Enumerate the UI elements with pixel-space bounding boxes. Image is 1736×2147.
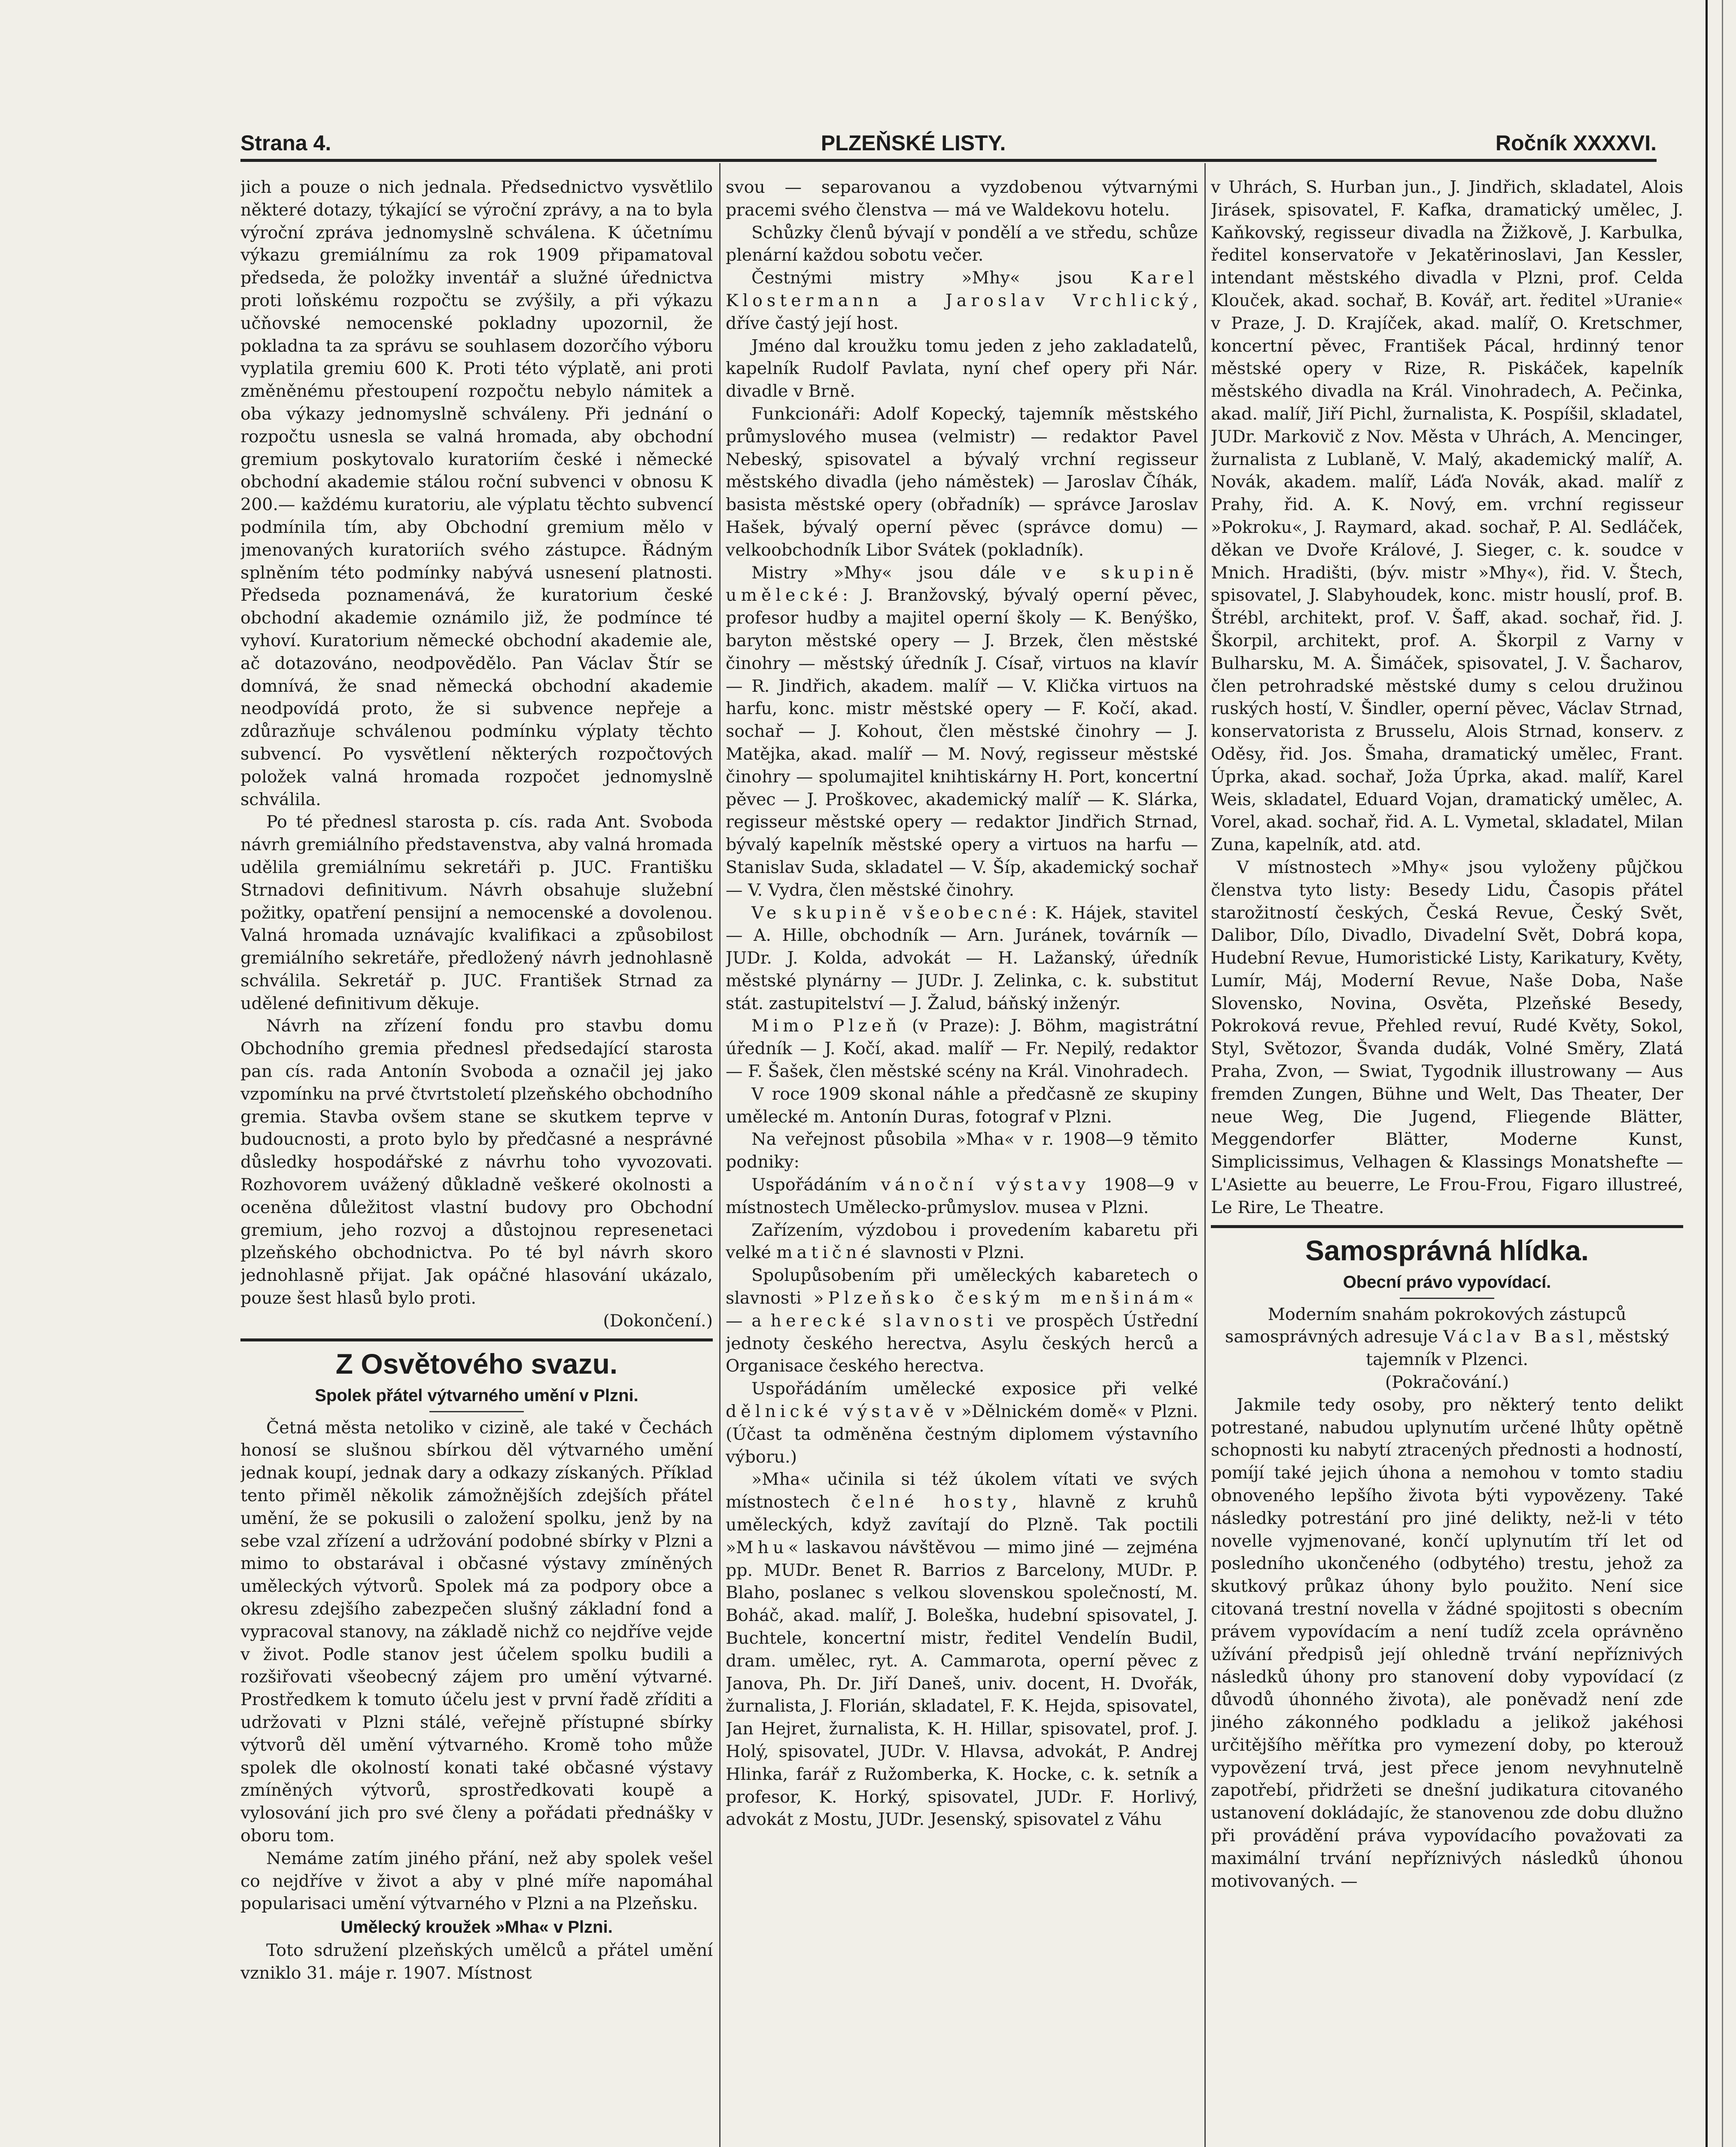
article-paragraph: Jakmile tedy osoby, pro některý tento delikt potrestané, nabudou uplynutím určené lhůty opětně schopnosti ku nabytí ztracených přednosti a hodností, pomíjí také jejich úhona a nemohou v tomto stadiu obnoveného lepšího života býti vypovězeny. Také následky potrestání pro jiné delikty, než-li v této novelle vyjmenované, končí uplynutím tří let od posledního ukončeného (odbytého) trestu, jehož za skutkový průkaz úhony bylo použito. Není sice citovaná trestní novella v žádné spojitosti s obecním právem vypovídacím a není tudíž zcela oprávněno užívání předpisů její ohledně trvání nepříznivých následků úhony pro stanovení doby vypovídací (z důvodů úhonného života), ale poněvadž není zde jiného zákonného podkladu a jelikož jakéhosi určitějšího měřítka pro vymezení doby, po kterouž vypovězení trvá, jest přece jenom nevyhnutelně zapotřebí, přidržeti se dnešní judikatura citovaného ustanovení dokládajíc, že stanovenou zde dobu dlužno při provádění práva vypovídacího považovati za maximální trvání nepříznivých následků úhonou motivovaných. — [1211,1395,1683,1891]
text-run: Mistry »Mhy« jsou dále [751,563,1043,583]
article-paragraph: jich a pouze o nich jednala. Předsednictvo vysvětlilo některé dotazy, týkající se výroční zprávy, a na to byla výroční zpráva jednomyslně schválena. K účetnímu výkazu gremiálnímu za rok 1909 připamatoval předseda, že položky inventář a služné úřednictva proti loňskému rozpočtu se zvýšily, a při výkazu učňovské nemocenské pokladny upozornil, že pokladna ta za správu se souhlasem dozorčího výboru vyplatila gremiu 600 K. Proti této výplatě, ani proti změněnému přestoupení rozpočtu nebylo námitek a oba výkazy jednomyslně schváleny. Při jednání o rozpočtu usnesla se valná hromada, aby obchodní gremium poskytovalo kuratoriím české i německé obchodní akademie stálou roční subvenci v obnosu K 200.— každému kuratoriu, ale výplatu těchto subvencí podmínila tím, aby Obchodní gremium mělo v jmenovaných kuratoriích svého zástupce. Řádným splněním této podmínky nabývá usnesení platnosti. Předseda poznamenává, že kuratorium české obchodní akademie oznámilo již, že podmínce té vyhoví. Kuratorium německé obchodní akademie ale, ač dotazováno, neodpovědělo. Pan Václav Štír se domnívá, že snad německá obchodní akademie neodpovídá proto, že si subvence nepřeje a zdůrazňuje schválenou podmínku výplaty těchto subvencí. Po vysvětlení některých rozpočtových položek valná hromada rozpočet jednomyslně schválila. [240,177,713,809]
section-title: Z Osvětového svazu. [335,1347,618,1380]
article-paragraph: Po té přednesl starosta p. cís. rada Ant. Svoboda návrh gremiálního představenstva, aby valná hromada udělila gremiálnímu sekretáři p. JUC. Františku Strnadovi definitivum. Návrh obsahuje služební požitky, opatření pensijní a nemocenské a dovolenou. Valná hromada uznávajíc kvalifikaci a způsobilost gremiálního sekretáře, předložený návrh jednohlasně schválila. Sekretář p. JUC. František Strnad za udělené definitivum děkuje. [240,812,713,1013]
article-paragraph: Návrh na zřízení fondu pro stavbu domu Obchodního gremia přednesl předsedající starosta pan cís. rada Antonín Svoboda a označil jej jako vzpomínku na prvé čtvrtstoletí plzeňského obchodního gremia. Stavba ovšem stane se skutkem teprve v budoucnosti, a proto bylo by předčasné a nesprávné důsledky hospodářské z návrhu toho vyvozovati. Rozhovorem uvážený důkladně veškeré okolnosti a oceněna důležitost vlastní budovy pro Obchodní gremium, jeho rozvoj a důstojnou represenetaci plzeňského obchodnictva. Po té byl návrh skoro jednohlasně přijat. Jak opáčné hlasování ukázalo, pouze šest hlasů bylo proti. [240,1016,713,1308]
text-run: , hlavně z kruhů uměleckých, když zavítají do Plzně. Tak poctili » [726,1492,1198,1557]
section-rule [240,1338,713,1341]
article-paragraph [726,1264,1198,1378]
column-2 [726,176,1198,2147]
text-run: : K. Hájek, stavitel — A. Hille, obchodník — Arn. Juránek, továrník — JUDr. J. Kolda, advokát — H. Lažanský, úředník městské plynárny — JUDr. J. Zelinka, c. k. substitut stát. zastupitelství — J. Žalud, báňský inženýr. [726,903,1198,1013]
short-rule [429,1411,524,1412]
article-paragraph: Jméno dal kroužku tomu jeden z jeho zakladatelů, kapelník Rudolf Pavlata, nyní chef opery při Nár. divadle v Brně. [726,336,1198,401]
page-number: Strana 4. [240,131,331,155]
column-divider [719,163,721,2147]
article-paragraph [726,1468,1198,1831]
text-run: , městský tajemník v Plzenci. [1365,1327,1669,1370]
newspaper-title: PLZEŇSKÉ LISTY. [821,131,1006,155]
text-run: — a [726,1311,771,1331]
article-paragraph: Na veřejnost působila »Mha« v r. 1908—9 těmito podniky: [726,1129,1198,1172]
article-paragraph: v Uhrách, S. Hurban jun., J. Jindřich, skladatel, Alois Jirásek, spisovatel, F. Kafka, dramatický umělec, J. Kaňkovský, regisseur divadla na Žižkově, J. Karbulka, ředitel konservatoře v Jekatěrinoslavi, Jan Kessler, intendant městského divadla v Plzni, prof. Celda Klouček, akad. sochař, B. Kovář, art. ředitel »Uranie« v Praze, J. D. Krajíček, akad. malíř, O. Kretschmer, koncertní pěvec, František Pácal, hrdinný tenor městské opery v Rize, R. Piskáček, kapelník městského divadla na Král. Vinohradech, A. Pečinka, akad. malíř, Jiří Pichl, žurnalista, K. Pospíšil, skladatel, JUDr. Markovič z Nov. Města v Uhrách, A. Mencinger, žurnalista z Lublaně, V. Malý, akademický malíř, A. Novák, akadem. malíř, Láďa Novák, akad. malíř z Prahy, řid. A. K. Nový, em. vrchní regisseur »Pokroku«, J. Raymard, akad. sochař, P. Al. Sedláček, děkan ve Dvoře Králové, J. Sieger, c. k. soudce v Mnich. Hradišti, (býv. mistr »Mhy«), řid. V. Štech, spisovatel, J. Slabyhoudek, konc. mistr houslí, prof. B. Štrébl, architekt, prof. V. Šaff, akad. sochař, řid. J. Škorpil, architekt, prof. A. Škorpil z Varny v Bulharsku, M. A. Šimáček, spisovatel, J. V. Šacharov, člen petrohradské městské dumy s celou družinou ruských hostí, V. Šindler, operní pěvec, Václav Strnad, konservatorista z Brusselu, Alois Strnad, konserv. z Oděsy, řid. Jos. Šmaha, dramatický umělec, Frant. Úprka, akad. sochař, Joža Úprka, akad. malíř, Karel Weis, skladatel, Eduard Vojan, dramatický umělec, A. Vorel, akad. sochař, řid. A. L. Vymetal, skladatel, Milan Zuna, kapelník, atd. atd. [1211,177,1683,855]
spaced-text: herecké slavnosti [770,1311,997,1331]
article-paragraph [726,1378,1198,1468]
article-paragraph: Četná města netoliko v cizině, ale také v Čechách honosí se slušnou sbírkou děl výtvarného umění jednak koupí, jednak dary a odkazy získaných. Příklad tento přiměl několik zámožnějších zdejších přátel umění, že se pokusili o založení spolku, jenž by na sebe vzal zřízení a udržování podobné sbírky v Plzni a mimo to obstarával i občasné výstavy zmíněných uměleckých výtvorů. Spolek má za podpory obce a okresu zdejšího zabezpečen slušný základní fond a vypracoval stanovy, na základě nichž co nejdříve vejde v život. Podle stanov jest účelem spolku budili a rozšiřovati všeobecný zájem pro umění výtvarné. Prostředkem k tomuto účelu jest v první řadě zříditi a udržovati v Plzni stálé, veřejně přístupné sbírky výtvorů děl umění výtvarného. Kromě toho může spolek dle okolností konati také občasné výstavy zmíněných výtvorů, sprostředkovati koupě a vylosování jich pro své členy a pořádati přednášky v oboru tom. [240,1417,713,1846]
text-run: ve prospěch Ústřední jednoty českého herectva, Asylu českých herců a Organisace českého herectva. [726,1311,1198,1376]
author-name: Václav Basl [1443,1327,1588,1347]
continuation-note: (Pokračování.) [1385,1372,1509,1393]
text-run: « laskavou návštěvou — mimo jiné — zejména pp. MUDr. Benet R. Barrios z Barcelony, MUDr. P. Blaho, poslanec s velkou slovenskou společností, M. Boháč, akad. malíř, J. Boleška, hudební spisovatel, J. Buchtele, koncertní mistr, ředitel Vendelín Budil, dram. umělec, ryt. A. Cammarota, operní pěvec z Janova, Ph. Dr. Jiří Daneš, univ. docent, H. Dvořák, žurnalista, J. Florián, skladatel, F. K. Hejda, spisovatel, Jan Hejret, žurnalista, K. H. Hillar, spisovatel, prof. J. Holý, spisovatel, JUDr. V. Hlavsa, advokát, P. Andrej Hlinka, farář z Ružomberka, K. Hocke, c. k. setník a profesor, K. Horký, spisovatel, JUDr. F. Horlivý, advokát z Mostu, JUDr. Jesenský, spisovatel z Váhu [726,1537,1198,1830]
section-title: Samosprávná hlídka. [1305,1234,1589,1266]
article-paragraph: Nemáme zatím jiného přání, než aby spolek vešel co nejdříve v život a aby v plné míře napomáhal popularisaci umění výtvarného v Plzni a na Plzeňsku. [240,1848,713,1914]
spaced-text: vánoční výstavy [881,1175,1090,1195]
spaced-text: dělnické výstavě [726,1402,938,1422]
scan-edge-line [1722,0,1723,2147]
column-3 [1211,176,1683,2147]
subsection-title: Spolek přátel výtvarného umění v Plzni. [315,1386,638,1405]
byline [1211,1303,1683,1371]
article-paragraph: svou — separovanou a vyzdobenou výtvarnými pracemi svého členstva — má ve Waldekovu hotelu. [726,177,1198,220]
article-paragraph: Funkcionáři: Adolf Kopecký, tajemník městského průmyslového musea (velmistr) — redaktor Pavel Nebeský, spisovatel a bývalý vrchní regisseur městského divadla (jeho náměstek) — Jaroslav Číhák, basista městské opery (obřadník) — správce Jaroslav Hašek, bývalý operní pěvec (správce domu) — velkoobchodník Libor Svátek (pokladník). [726,404,1198,560]
text-run: Uspořádáním [751,1175,881,1195]
column-divider [1204,163,1206,2147]
article-paragraph: V místnostech »Mhy« jsou vyloženy půjčkou členstva tyto listy: Besedy Lidu, Časopis přátel starožitností českých, Česká Revue, Český Svět, Dalibor, Dílo, Divadlo, Divadelní Svět, Dobrá kopa, Hudební Revue, Humoristické Listy, Karikatury, Květy, Lumír, Máj, Moderní Revue, Naše Doba, Naše Slovensko, Novina, Osvěta, Plzeňské Besedy, Pokroková revue, Přehled revuí, Rudé Květy, Sokol, Styl, Světozor, Švanda dudák, Volné Směry, Zlatá Praha, Zvon, — Swiat, Tygodnik illustrowany — Aus fremden Zungen, Bühne und Welt, Das Theater, Der neue Weg, Die Jugend, Fliegende Blätter, Meggendorfer Blätter, Moderne Kunst, Simplicissimus, Velhagen & Klassings Monatshefte — L'Asiette au beuerre, Le Frou-Frou, Figaro illustreé, Le Rire, Le Theatre. [1211,857,1683,1217]
spaced-text: »Plzeňsko českým menšinám« [813,1288,1198,1308]
text-run: (v Praze): J. Böhm, magistrátní úředník — J. Kočí, akad. malíř — Fr. Nepilý, redaktor — F. Šašek, člen městské scény na Král. Vinohradech. [726,1016,1198,1082]
subsection-title: Obecní právo vypovídací. [1343,1272,1551,1292]
volume-label: Ročník XXXXVI. [1495,131,1657,155]
article-paragraph [726,1174,1198,1219]
spaced-text: Mimo Plzeň [751,1016,901,1036]
spaced-text: Mhu [736,1537,788,1557]
text-run: »Mha« učinila si též úkolem vítati ve svých místnostech [726,1469,1198,1512]
text-run: Zařízením, výzdobou i provedením kabaretu při velké [726,1220,1198,1263]
text-run: Uspořádáním umělecké exposice při velké [751,1379,1198,1399]
spaced-text: matičné [776,1243,876,1263]
header-rule [240,159,1657,162]
scan-edge-line [1706,0,1708,2147]
spaced-text: Karel Klostermann a Jaroslav Vrchlický [726,268,1198,310]
subsection-title: Umělecký kroužek »Mha« v Plzni. [341,1918,613,1937]
spaced-text: čelné hosty [851,1492,1012,1512]
text-run: slavnosti v Plzni. [875,1243,1025,1263]
spaced-text: Ve skupině všeobecné [751,903,1031,923]
text-run: Moderním snahám pokrokových zástupců samosprávných adresuje [1225,1304,1627,1347]
article-paragraph [726,902,1198,1015]
article-paragraph: Schůzky členů bývají v pondělí a ve středu, schůze plenární každou sobotu večer. [726,222,1198,265]
article-paragraph [726,562,1198,902]
text-run: Čestnými mistry »Mhy« jsou [751,268,1131,288]
text-run: 1908—9 v místnostech Umělecko-průmyslov. musea v Plzni. [726,1175,1198,1217]
continuation-note: (Dokončení.) [603,1311,713,1331]
article-paragraph [726,1219,1198,1265]
text-run: Spolupůsobením při uměleckých kabaretech o slavnosti [726,1265,1198,1308]
article-paragraph [726,267,1198,335]
article-paragraph: Toto sdružení plzeňských umělců a přátel umění vzniklo 31. máje r. 1907. Místnost [240,1940,713,1983]
text-run: v »Dělnickém domě« v Plzni. (Účast ta odměněna čestným diplomem výstavního výboru.) [726,1402,1198,1467]
text-run: : J. Branžovský, bývalý operní pěvec, profesor hudby a majitel operní školy — K. Benýško, baryton městské opery — J. Brzek, člen městské činohry — městský úředník J. Císař, virtuos na klavír — R. Jindřich, akadem. malíř — V. Klička virtuos na harfu, konc. mistr městské opery — F. Kočí, akad. sochař — J. Kohout, člen městské činohry — J. Matějka, akad. malíř — M. Nový, regisseur městské činohry — spolumajitel knihtiskárny H. Port, koncertní pěvec — J. Proškovec, akademický malíř — K. Slárka, regisseur městské opery — redaktor Jindřich Strnad, bývalý kapelník městské opery a virtuos na harfu — Stanislav Suda, skladatel — V. Šíp, akademický sochař — V. Vydra, člen městské činohry. [726,585,1198,900]
text-run: , dříve častý její host. [726,290,1198,333]
short-rule [1400,1298,1494,1299]
section-rule [1211,1225,1683,1228]
page-header [240,121,1657,155]
spaced-text: ve skupině umělecké [726,563,1198,605]
article-paragraph: V roce 1909 skonal náhle a předčasně ze skupiny umělecké m. Antonín Duras, fotograf v Plzni. [726,1084,1198,1127]
article-paragraph [726,1015,1198,1083]
column-1 [240,176,713,2147]
